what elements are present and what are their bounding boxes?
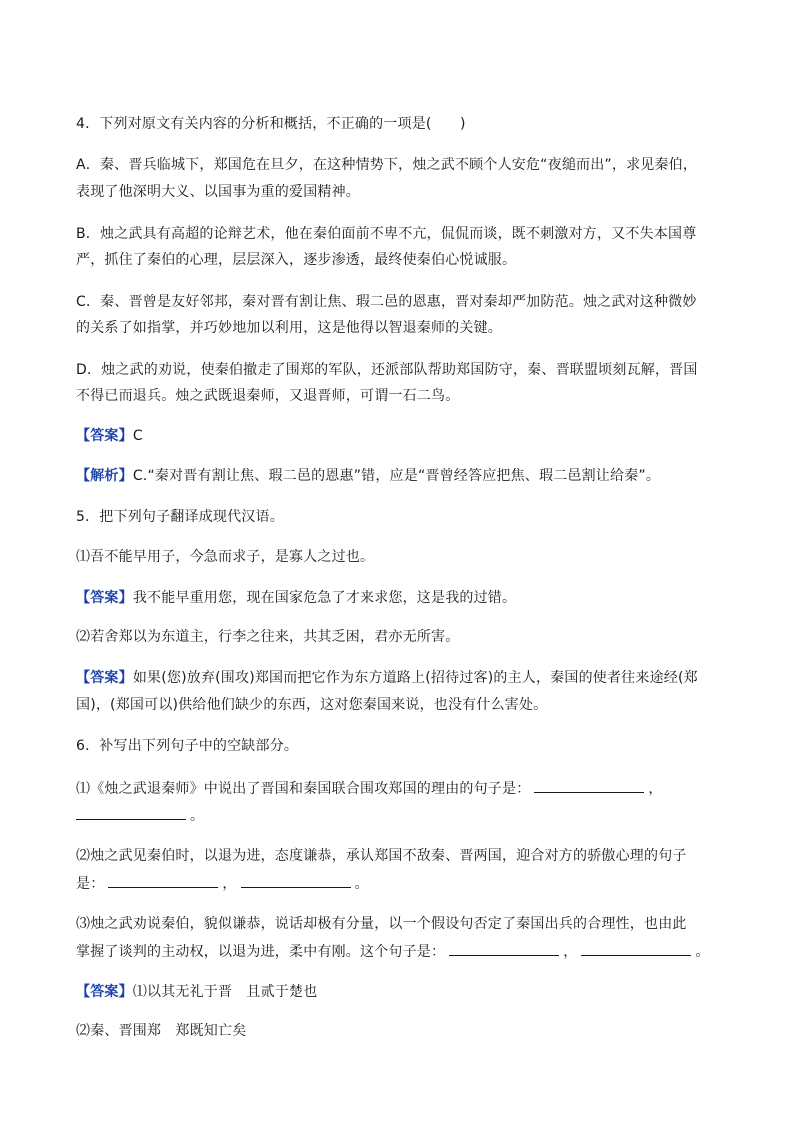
q6-stem: 6．补写出下列句子中的空缺部分。 — [76, 738, 299, 754]
fill-blank-2[interactable] — [76, 805, 186, 820]
q4-option-c-line1: C．秦、晋曾是友好邻邦，秦对晋有割让焦、瑕二邑的恩惠，晋对秦却严加防范。烛之武对这种微妙 — [76, 294, 697, 310]
terminator: 。 — [695, 944, 710, 960]
answer-text: 我不能早重用您，现在国家危急了才来求您，这是我的过错。 — [132, 590, 517, 606]
q4-stem: 4．下列对原文有关内容的分析和概括，不正确的一项是( ) — [76, 116, 466, 132]
q4-answer — [76, 426, 143, 446]
q6-part-1-line2 — [76, 805, 204, 826]
answer-text: ⑴以其无礼于晋 且贰于楚也 — [132, 984, 318, 1000]
q4-option-b-line2: 严，抓住了秦伯的心理，层层深入，逐步渗透，最终使秦伯心悦诚服。 — [76, 252, 517, 268]
prompt-text: 是： — [76, 876, 105, 892]
q6-answer-2: ⑵秦、晋围郑 郑既知亡矣 — [76, 1023, 247, 1039]
q5-stem: 5．把下列句子翻译成现代汉语。 — [76, 509, 284, 525]
terminator: 。 — [190, 808, 205, 824]
answer-tag: 【答案】 — [76, 670, 133, 686]
separator: ， — [648, 781, 663, 797]
q4-option-a-line2: 表现了他深明大义、以国事为重的爱国精神。 — [76, 184, 360, 200]
q5-sentence-1: ⑴吾不能早用子，今急而求子，是寡人之过也。 — [76, 549, 375, 565]
analysis-text: C.“秦对晋有割让焦、瑕二邑的恩惠”错，应是“晋曾经答应把焦、瑕二邑割让给秦”。 — [132, 468, 661, 484]
q6-part-2-line1: ⑵烛之武见秦伯时，以退为进，态度谦恭，承认郑国不敌秦、晋两国，迎合对方的骄傲心理的句子 — [76, 848, 687, 864]
q6-answer-1 — [76, 982, 317, 1002]
q5-answer-1 — [76, 588, 516, 608]
q6-part-2-line2 — [76, 873, 369, 894]
q4-option-b-line1: B．烛之武具有高超的论辩艺术，他在秦伯面前不卑不亢，侃侃而谈，既不刺激对方，又不失本国尊 — [76, 226, 697, 242]
fill-blank-5[interactable] — [449, 941, 559, 956]
fill-blank-3[interactable] — [108, 873, 218, 888]
q4-option-d-line2: 不得已而退兵。烛之武既退秦师，又退晋师，可谓一石二鸟。 — [76, 388, 460, 404]
separator: ， — [563, 944, 578, 960]
prompt-text: 掌握了谈判的主动权，以退为进，柔中有刚。这个句子是： — [76, 944, 446, 960]
separator: ， — [222, 876, 237, 892]
answer-tag: 【答案】 — [76, 984, 133, 1000]
q4-option-c-line2: 的关系了如指掌，并巧妙地加以利用，这是他得以智退秦师的关键。 — [76, 320, 502, 336]
answer-tag: 【答案】 — [76, 428, 133, 444]
q5-sentence-2: ⑵若舍郑以为东道主，行李之往来，共其乏困，君亦无所害。 — [76, 629, 460, 645]
q4-option-a-line1: A．秦、晋兵临城下，郑国危在旦夕，在这种情势下，烛之武不顾个人安危“夜缒而出”，求见秦伯， — [76, 157, 698, 173]
answer-text: 如果(您)放弃(围攻)郑国而把它作为东方道路上(招待过客)的主人，秦国的使者往来途经(郑 — [132, 670, 698, 686]
q4-analysis — [76, 466, 660, 486]
prompt-text: ⑴《烛之武退秦师》中说出了晋国和秦国联合围攻郑国的理由的句子是： — [76, 781, 531, 797]
terminator: 。 — [354, 876, 369, 892]
q6-part-3-line1: ⑶烛之武劝说秦伯，貌似谦恭，说话却极有分量，以一个假设句否定了秦国出兵的合理性，也由此 — [76, 916, 687, 932]
q6-part-3-line2 — [76, 941, 710, 962]
analysis-tag: 【解析】 — [76, 468, 133, 484]
q4-option-d-line1: D．烛之武的劝说，使秦伯撤走了围郑的军队，还派部队帮助郑国防守，秦、晋联盟顷刻瓦解，晋国 — [76, 362, 698, 378]
fill-blank-6[interactable] — [581, 941, 691, 956]
q6-part-1-line1 — [76, 778, 663, 799]
fill-blank-1[interactable] — [534, 778, 644, 793]
q5-answer-2-line1 — [76, 668, 698, 688]
q5-answer-2-line2: 国)，(郑国可以)供给他们缺少的东西，这对您秦国来说，也没有什么害处。 — [76, 697, 548, 713]
answer-text: C — [132, 428, 143, 444]
answer-tag: 【答案】 — [76, 590, 133, 606]
fill-blank-4[interactable] — [241, 873, 351, 888]
